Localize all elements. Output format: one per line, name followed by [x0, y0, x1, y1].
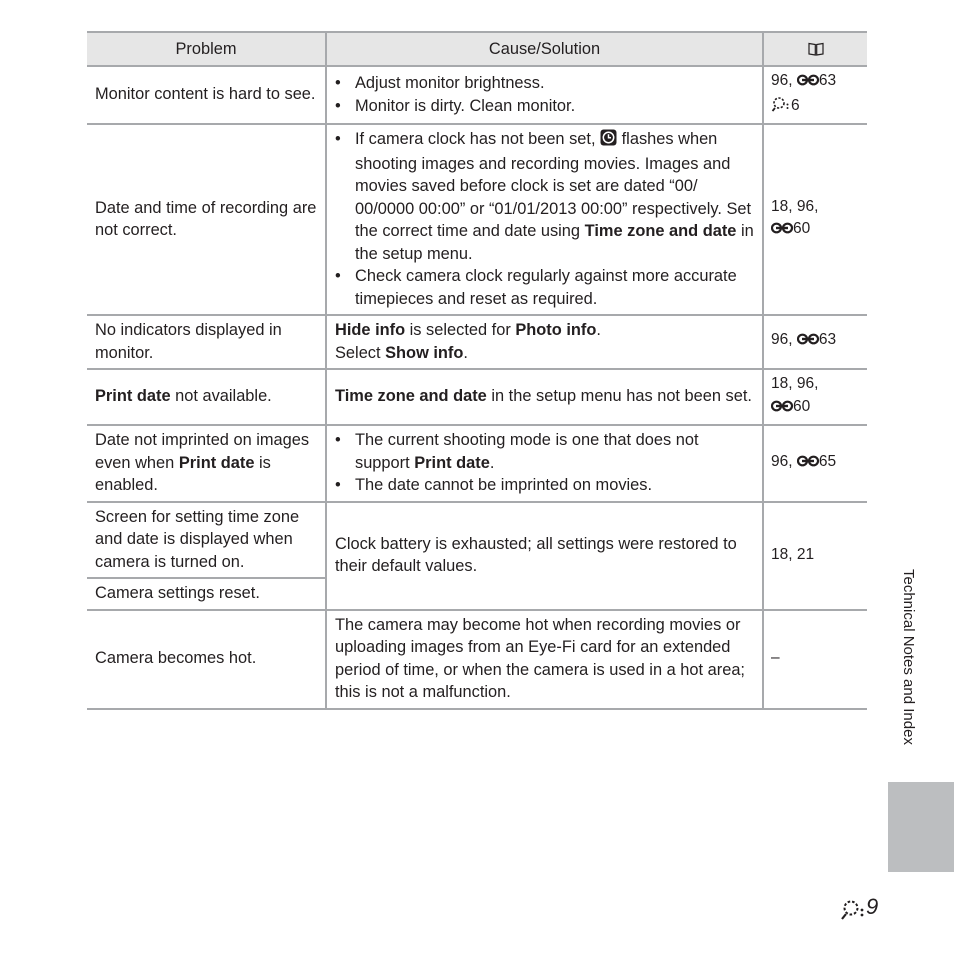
problem-cell: No indicators displayed in monitor.	[87, 315, 326, 369]
table-row	[87, 369, 867, 425]
ref-text: 63	[818, 331, 837, 349]
table-row	[87, 610, 867, 709]
technical-notes-icon	[771, 95, 791, 120]
problem-cell: Date and time of recording are not correct.	[87, 124, 326, 315]
cause-cell	[326, 66, 763, 124]
cause-cell	[326, 425, 763, 502]
ref-text: 63	[818, 72, 837, 89]
list-item: • Check camera clock regularly against more accurate timepieces and reset as required.	[335, 265, 756, 310]
cause-cell: Time zone and date in the setup menu has not been set.	[326, 369, 763, 425]
reference-section-icon	[797, 453, 819, 476]
cause-cell: Hide info is selected for Photo info. Select Show info.	[326, 315, 763, 369]
troubleshooting-table	[87, 31, 867, 710]
ref-text: 96,	[771, 331, 797, 349]
ref-text: 96,	[771, 452, 797, 470]
list-item: • If camera clock has not been set, flashes when shooting images and recording movies. Images and movies saved before clock is set are dated “00/ 00/0000 00:00” or “01/01/2013 00:00” respectively. Set the correct time and date using Time zone and date in the setup menu.	[335, 128, 756, 265]
page-ref-cell: –	[763, 610, 867, 709]
page-ref-cell: 18, 21	[763, 502, 867, 610]
cause-header: Cause/Solution	[326, 32, 763, 66]
section-tab	[888, 782, 954, 872]
page-ref-cell	[763, 124, 867, 315]
table-row	[87, 315, 867, 369]
clock-icon	[600, 129, 617, 153]
reference-section-icon	[771, 398, 793, 421]
section-side-title: Technical Notes and Index	[900, 569, 917, 745]
page-ref-cell	[763, 425, 867, 502]
reference-section-icon	[797, 72, 819, 95]
problem-cell: Date not imprinted on images even when Print date is enabled.	[87, 425, 326, 502]
reference-section-icon	[797, 331, 819, 354]
table-row	[87, 502, 867, 579]
list-item: • Adjust monitor brightness.	[335, 72, 756, 95]
page-ref-cell	[763, 66, 867, 124]
cause-cell: Clock battery is exhausted; all settings were restored to their default values.	[326, 502, 763, 610]
technical-notes-icon	[840, 895, 866, 923]
ref-text: 65	[818, 452, 837, 470]
table-header-row	[87, 32, 867, 66]
problem-cell: Camera settings reset.	[87, 578, 326, 610]
problem-header: Problem	[87, 32, 326, 66]
problem-cell: Print date not available.	[87, 369, 326, 425]
ref-text: 18, 96,	[771, 197, 819, 215]
cause-cell: The camera may become hot when recording movies or uploading images from an Eye-Fi card for an extended period of time, or when the camera is used in a hot area; this is not a malfunction.	[326, 610, 763, 709]
cause-cell	[326, 124, 763, 315]
table-row	[87, 425, 867, 502]
table-row	[87, 66, 867, 124]
ref-text: 60	[793, 397, 811, 415]
table-row	[87, 124, 867, 315]
ref-text: 60	[793, 220, 811, 237]
problem-cell: Monitor content is hard to see.	[87, 66, 326, 124]
ref-text: 96,	[771, 72, 797, 89]
page-ref-cell	[763, 315, 867, 369]
page-ref-cell	[763, 369, 867, 425]
problem-cell: Camera becomes hot.	[87, 610, 326, 709]
list-item: • Monitor is dirty. Clean monitor.	[335, 95, 756, 118]
list-item: • The date cannot be imprinted on movies.	[335, 474, 756, 497]
page-ref-header	[763, 32, 867, 66]
list-item: • The current shooting mode is one that does not support Print date.	[335, 429, 756, 474]
ref-text: 6	[791, 96, 800, 114]
reference-section-icon	[771, 220, 793, 243]
page-number: 9	[840, 893, 878, 923]
book-icon	[808, 40, 824, 58]
ref-text: 18, 96,	[771, 375, 819, 392]
problem-cell: Screen for setting time zone and date is displayed when camera is turned on.	[87, 502, 326, 579]
